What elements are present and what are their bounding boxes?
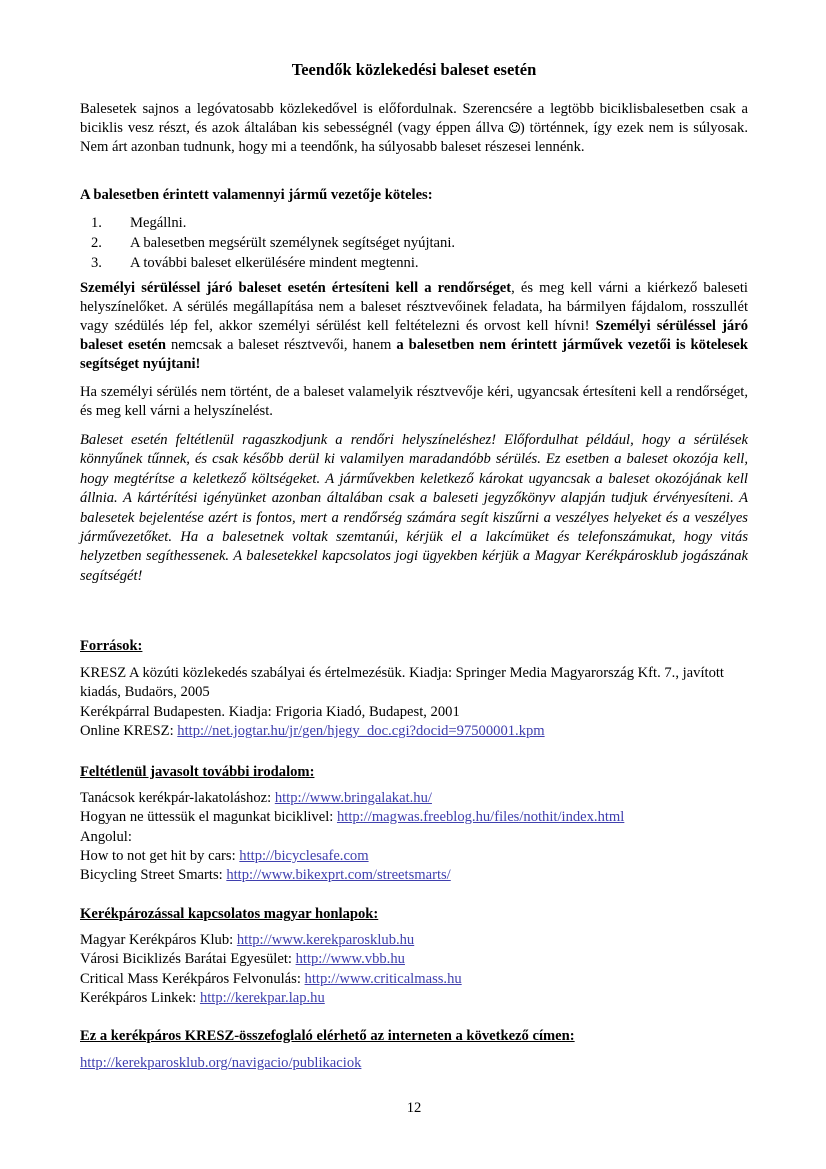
list-item xyxy=(80,828,748,847)
injury-paragraph xyxy=(80,279,748,374)
sources-list xyxy=(80,664,748,741)
reading-text: Hogyan ne üttessük el magunkat biciklivel: xyxy=(80,809,337,826)
list-item xyxy=(80,789,748,808)
online-list xyxy=(80,1054,748,1073)
list-item xyxy=(80,703,748,722)
online-heading: Ez a kerékpáros KRESZ-összefoglaló elérhető az interneten a következő címen: xyxy=(80,1028,575,1044)
reading-heading: Feltétlenül javasolt további irodalom: xyxy=(80,764,315,780)
injury-bold-1: Személyi sérüléssel járó baleset esetén értesíteni kell a rendőrséget xyxy=(80,280,512,296)
publikaciok-link[interactable]: http://kerekparosklub.org/navigacio/publikaciok xyxy=(80,1055,362,1071)
list-item xyxy=(80,253,748,273)
sites-list xyxy=(80,931,748,1008)
no-injury-paragraph: Ha személyi sérülés nem történt, de a baleset valamelyik résztvevője kéri, ugyancsak értesíteni kell a rendőrséget, és meg kell várni a helyszínelést. xyxy=(80,384,748,419)
list-item xyxy=(80,722,748,741)
list-item xyxy=(80,950,748,969)
site-text: Critical Mass Kerékpáros Felvonulás: xyxy=(80,970,305,987)
site-text: Kerékpáros Linkek: xyxy=(80,989,200,1006)
list-item xyxy=(80,847,748,866)
list-item xyxy=(80,866,748,885)
list-item xyxy=(80,1054,748,1073)
reading-text: How to not get hit by cars: xyxy=(80,847,240,864)
step-number: 1. xyxy=(91,215,102,231)
list-item xyxy=(80,233,748,253)
advice-paragraph: Baleset esetén feltétlenül ragaszkodjunk a rendőri helyszíneléshez! Előfordulhat például, hogy a sérülések könnyűnek tűnnek, és csak később derül ki valamilyen maradandóbb sérülés. Ez esetben a baleset okozója kell, hogy megtérítse a keletkező költségeket. A járművekben keletkező károkat ugyancsak a baleset okozójának kell állnia. A kártérítési igényünket azonban általában csak a baleseti jegyzőkönyv alapján tudjuk érvényesíteni. A balesetek bejelentése azért is fontos, mert a rendőrség számára segít kiszűrni a veszélyes helyeket és a veszélyes járművezetőket. Ha a balesetnek voltak szemtanúi, kérjük el a lakcímüket és telefonszámukat, hogy vitás helyzetben segíthessenek. A balesetekkel kapcsolatos jogi ügyekben kérjük a Magyar Kerékpárosklub jogászának segítségét! xyxy=(80,432,748,584)
step-number: 3. xyxy=(91,255,102,271)
injury-text-1: , és meg kell várni a kiérkező baleseti helyszínelőket. A sérülés megállapítása nem a baleset résztvevőinek feladata, ha bármilyen fájdalom, rosszullét vagy szédülés lép fel, akkor személyi sérülést kell feltételezni és orvost kell hívni! xyxy=(80,280,748,334)
intro-text-part1: Balesetek sajnos a legóvatosabb közlekedővel is előfordulnak. Szerencsére a legtöbb biciklisbalesetben csak a biciklis vesz részt, és azok általában kis sebességnél (vagy éppen állva xyxy=(80,101,748,136)
vbb-link[interactable]: http://www.vbb.hu xyxy=(295,951,405,968)
sources-heading: Források: xyxy=(80,638,143,654)
sites-heading: Kerékpározással kapcsolatos magyar honlapok: xyxy=(80,906,379,922)
page-title: Teendők közlekedési baleset esetén xyxy=(291,60,537,79)
intro-paragraph xyxy=(80,100,748,157)
injury-bold-2: Személyi sérüléssel járó baleset esetén xyxy=(80,318,749,353)
list-item xyxy=(80,664,748,703)
obligation-steps-list xyxy=(80,213,748,273)
step-text: Megállni. xyxy=(130,215,187,231)
reading-text: Angolul: xyxy=(80,828,132,845)
kerekpar-lap-link[interactable]: http://kerekpar.lap.hu xyxy=(199,989,325,1006)
source-text: KRESZ A közúti közlekedés szabályai és értelmezésük. Kiadja: Springer Media Magyarország Kft. 7., javított kiadás, Budaörs, 2005 xyxy=(80,665,724,701)
step-text: A további baleset elkerülésére mindent megtenni. xyxy=(130,255,419,271)
intro-text-part2: ) történnek, így ezek nem is súlyosak. Nem árt azonban tudnunk, hogy mi a teendőnk, ha súlyosabb baleset részesei lennénk. xyxy=(80,120,748,155)
step-number: 2. xyxy=(91,235,102,251)
list-item xyxy=(80,970,748,989)
step-text: A balesetben megsérült személynek segítséget nyújtani. xyxy=(130,235,456,251)
reading-list xyxy=(80,789,748,885)
injury-text-2: nemcsak a baleset résztvevői, hanem xyxy=(166,337,397,353)
injury-bold-3: a balesetben nem érintett járművek vezetői is kötelesek segítséget nyújtani! xyxy=(80,337,749,372)
magwas-link[interactable]: http://magwas.freeblog.hu/files/nothit/index.html xyxy=(336,809,625,826)
obligation-heading: A balesetben érintett valamennyi jármű vezetője köteles: xyxy=(80,187,433,203)
online-kresz-link[interactable]: http://net.jogtar.hu/jr/gen/hjegy_doc.cgi?docid=97500001.kpm xyxy=(177,722,545,739)
list-item xyxy=(80,989,748,1008)
page-number: 12 xyxy=(406,1100,422,1116)
list-item xyxy=(80,931,748,950)
reading-text: Tanácsok kerékpár-lakatoláshoz: xyxy=(80,790,275,806)
bringalakat-link[interactable]: http://www.bringalakat.hu/ xyxy=(274,790,432,806)
reading-text: Bicycling Street Smarts: xyxy=(80,867,227,884)
source-text: Kerékpárral Budapesten. Kiadja: Frigoria Kiadó, Budapest, 2001 xyxy=(80,703,460,720)
smiley-icon xyxy=(509,122,520,133)
source-text: Online KRESZ: xyxy=(80,722,178,739)
list-item xyxy=(80,213,748,233)
list-item xyxy=(80,808,748,827)
site-text: Magyar Kerékpáros Klub: xyxy=(80,932,237,948)
criticalmass-link[interactable]: http://www.criticalmass.hu xyxy=(304,970,462,987)
bicyclesafe-link[interactable]: http://bicyclesafe.com xyxy=(239,847,369,864)
kerekparosklub-link[interactable]: http://www.kerekparosklub.hu xyxy=(236,932,415,948)
bikexprt-link[interactable]: http://www.bikexprt.com/streetsmarts/ xyxy=(226,867,451,884)
site-text: Városi Biciklizés Barátai Egyesület: xyxy=(80,951,296,968)
